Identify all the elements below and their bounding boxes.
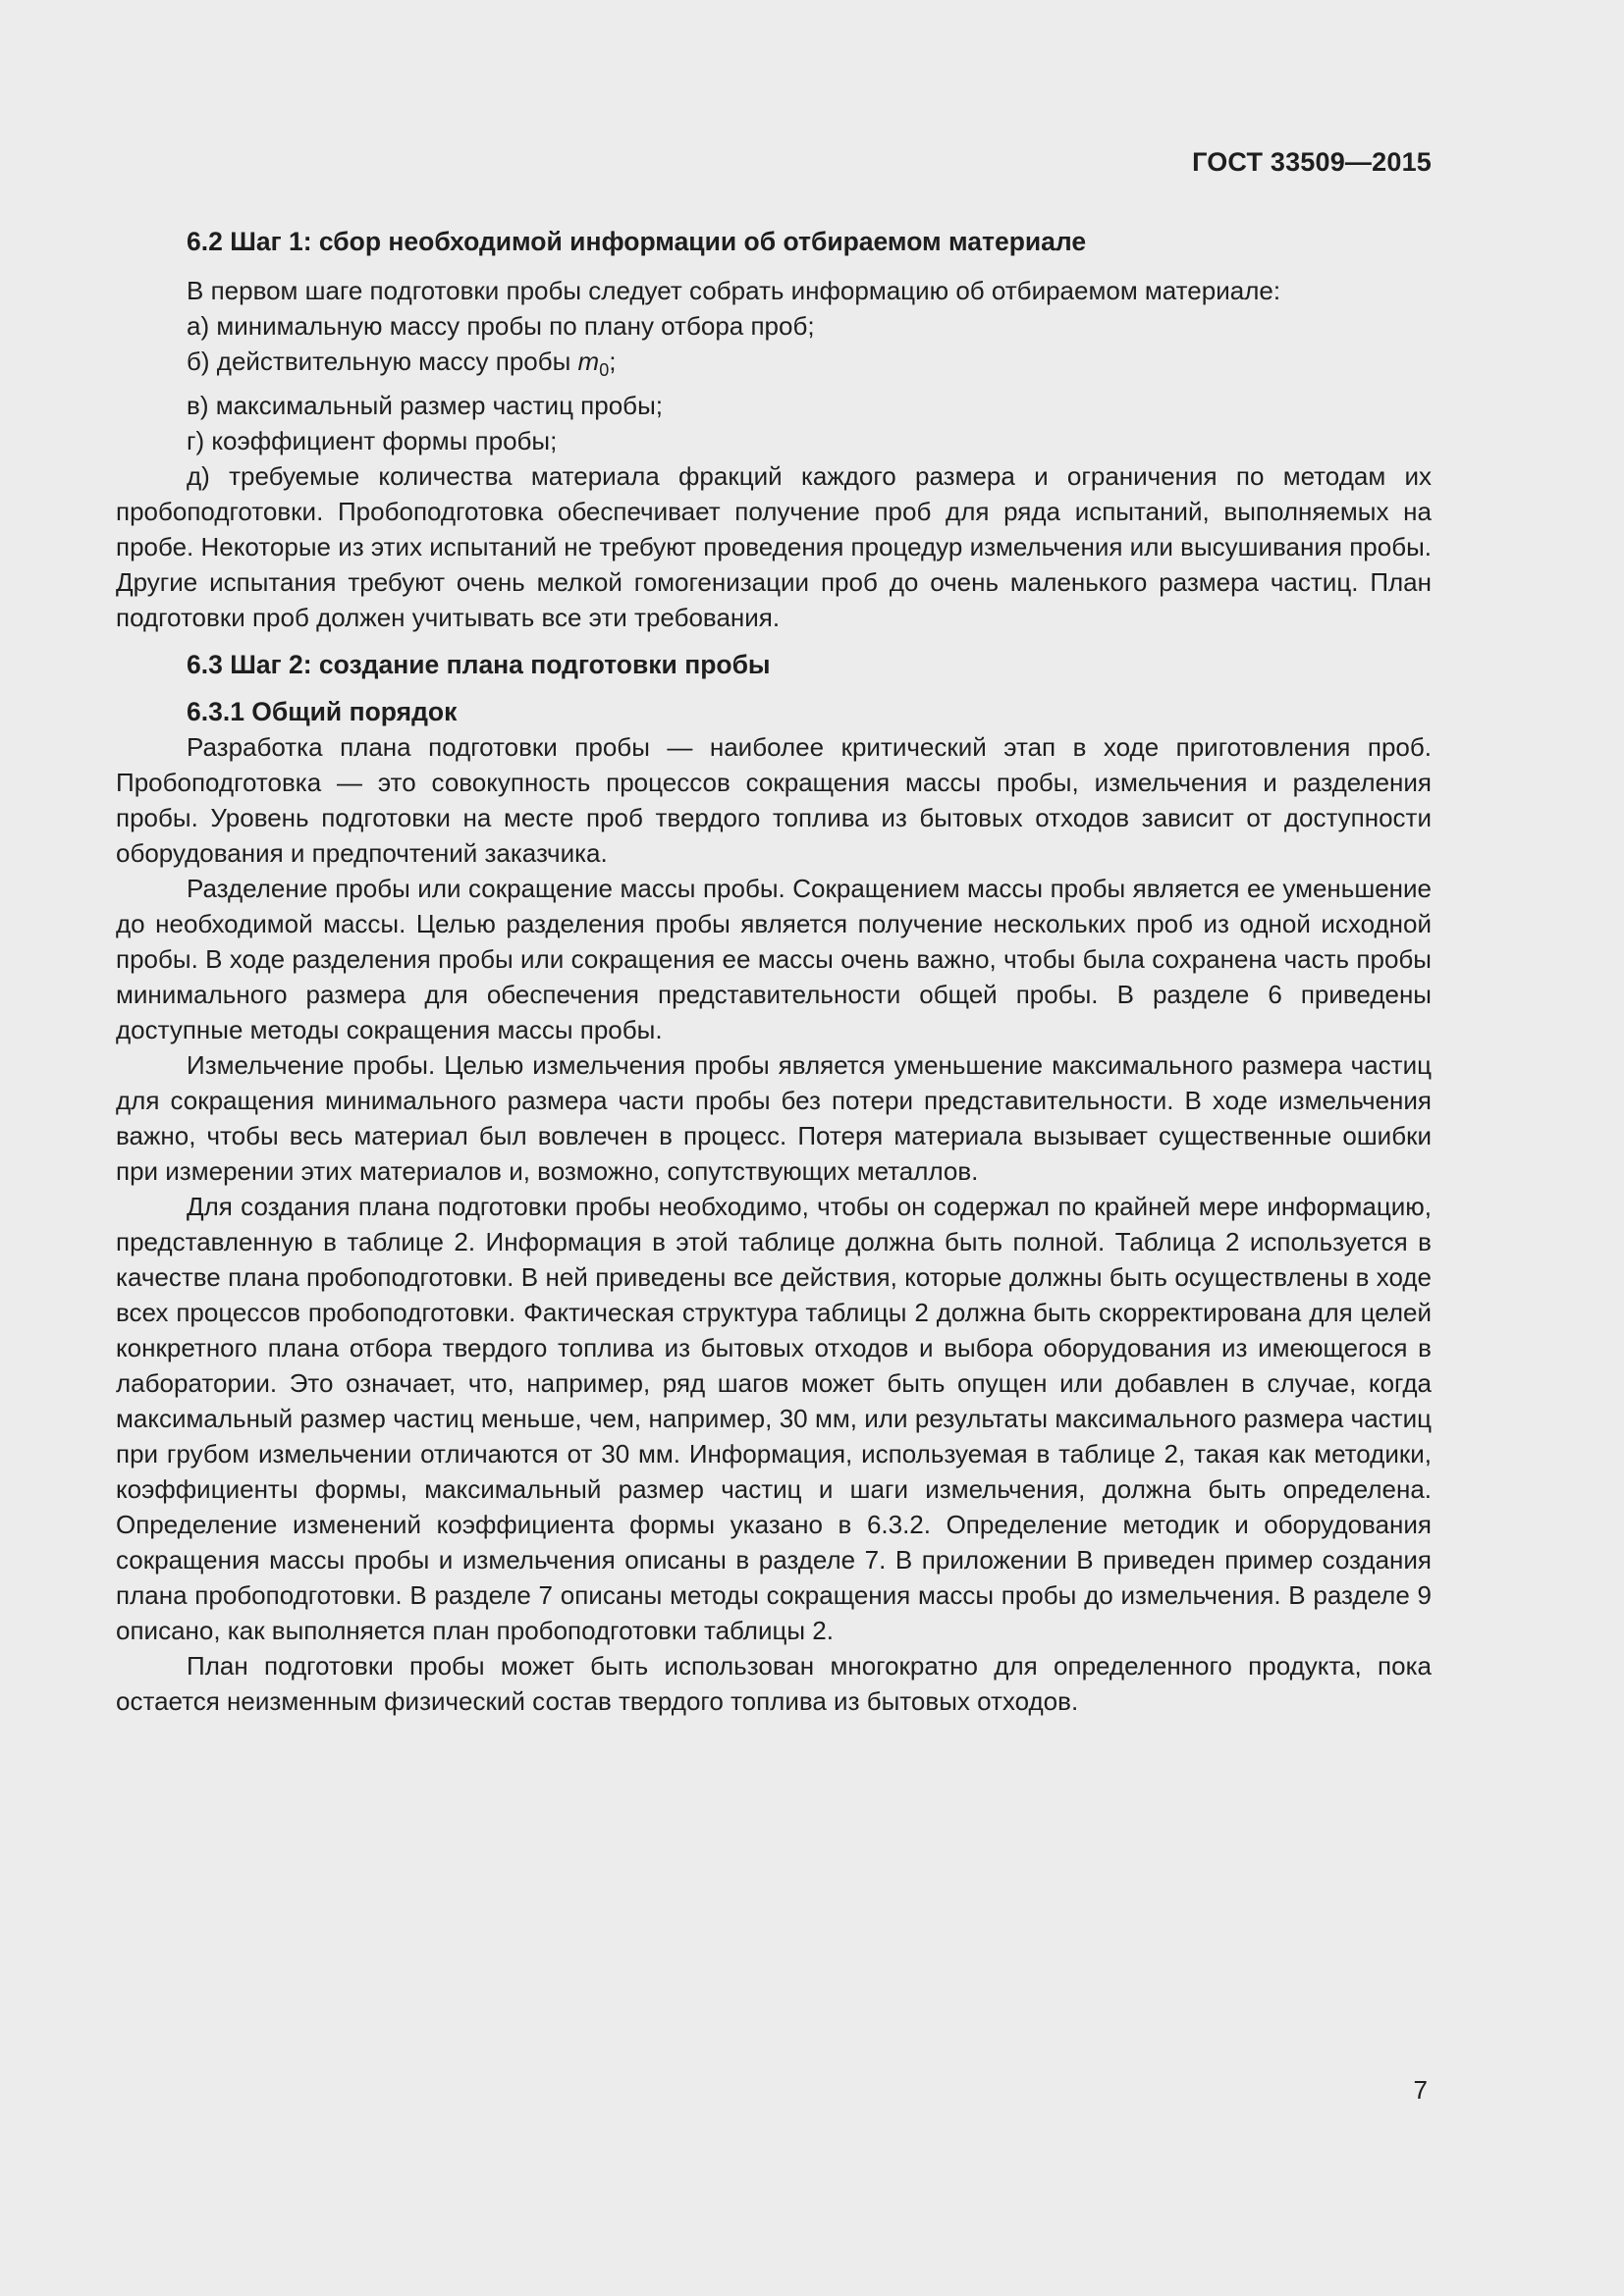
list-item-d: д) требуемые количества материала фракций каждого размера и ограничения по методам их пробоподготовки. Пробоподготовка обеспечивает получение проб для ряда испытаний, выполняемых на пробе. Некоторые из этих испытаний не требуют проведения процедур измельчения или высушивания пробы. Другие испытания требуют очень мелкой гомогенизации проб до очень маленького размера частиц. План подготовки проб должен учитывать все эти требования. [116, 461, 1432, 633]
paragraph: Для создания плана подготовки пробы необходимо, чтобы он содержал по крайней мере информацию, представленную в таблице 2. Информация в этой таблице должна быть полной. Таблица 2 используется в качестве плана пробоподготовки. В ней приведены все действия, которые должны быть осуществлены в ходе всех процессов пробоподготовки. Фактическая структура таблицы 2 должна быть скорректирована для целей конкретного плана отбора твердого топлива из бытовых отходов и выбора оборудования из имеющегося в лаборатории. Это означает, что, например, ряд шагов может быть опущен или добавлен в случае, когда максимальный размер частиц меньше, чем, например, 30 мм, или результаты максимального размера частиц при грубом измельчении отличаются от 30 мм. Информация, используемая в таблице 2, такая как методики, коэффициенты формы, максимальный размер частиц и шаги измельчения, должна быть определена. Определение изменений коэффициента формы указано в 6.3.2. Определение методик и оборудования сокращения массы пробы и измельчения описаны в разделе 7. В приложении В приведен пример создания плана пробоподготовки. В разделе 7 описаны методы сокращения массы пробы до измельчения. В разделе 9 описано, как выполняется план пробоподготовки таблицы 2. [116, 1192, 1432, 1646]
section-6-2-heading: 6.2 Шаг 1: сбор необходимой информации об отбираемом материале [187, 227, 1087, 256]
paragraph: Разработка плана подготовки пробы — наиболее критический этап в ходе приготовления проб. Пробоподготовка — это совокупность процессов сокращения массы пробы, измельчения и разделения пробы. Уровень подготовки на месте проб твердого топлива из бытовых отходов зависит от доступности оборудования и предпочтений заказчика. [116, 732, 1432, 869]
list-item-b: б) действительную массу пробы $m_0$; [187, 347, 617, 381]
list-item-a: а) минимальную массу пробы по плану отбора проб; [187, 311, 815, 341]
section-6-3-1-heading: 6.3.1 Общий порядок [187, 697, 458, 727]
paragraph: Разделение пробы или сокращение массы пробы. Сокращением массы пробы является ее уменьшение до необходимой массы. Целью разделения пробы является получение нескольких проб из одной исходной пробы. В ходе разделения пробы или сокращения ее массы очень важно, чтобы была сохранена часть пробы минимального размера для обеспечения представительности общей пробы. В разделе 6 приведены доступные методы сокращения массы пробы. [116, 874, 1432, 1045]
section-6-3-heading: 6.3 Шаг 2: создание плана подготовки пробы [187, 650, 771, 680]
paragraph: План подготовки пробы может быть использован многократно для определенного продукта, пока остается неизменным физический состав твердого топлива из бытовых отходов. [116, 1651, 1432, 1717]
list-item-b-text: б) действительную массу пробы [187, 347, 578, 376]
mass-symbol: $m_0$ [577, 347, 610, 381]
list-item-v: в) максимальный размер частиц пробы; [187, 391, 663, 421]
paragraph: Измельчение пробы. Целью измельчения пробы является уменьшение максимального размера частиц для сокращения минимального размера части пробы без потери представительности. В ходе измельчения важно, чтобы весь материал был вовлечен в процесс. Потеря материала вызывает существенные ошибки при измерении этих материалов и, возможно, сопутствующих металлов. [116, 1050, 1432, 1187]
page-content [116, 224, 1432, 1719]
page-number: 7 [1413, 2075, 1428, 2105]
list-item-g: г) коэффициент формы пробы; [187, 426, 558, 456]
document-id: ГОСТ 33509—2015 [1192, 147, 1432, 177]
section-6-2-intro: В первом шаге подготовки пробы следует собрать информацию об отбираемом материале: [187, 276, 1281, 305]
